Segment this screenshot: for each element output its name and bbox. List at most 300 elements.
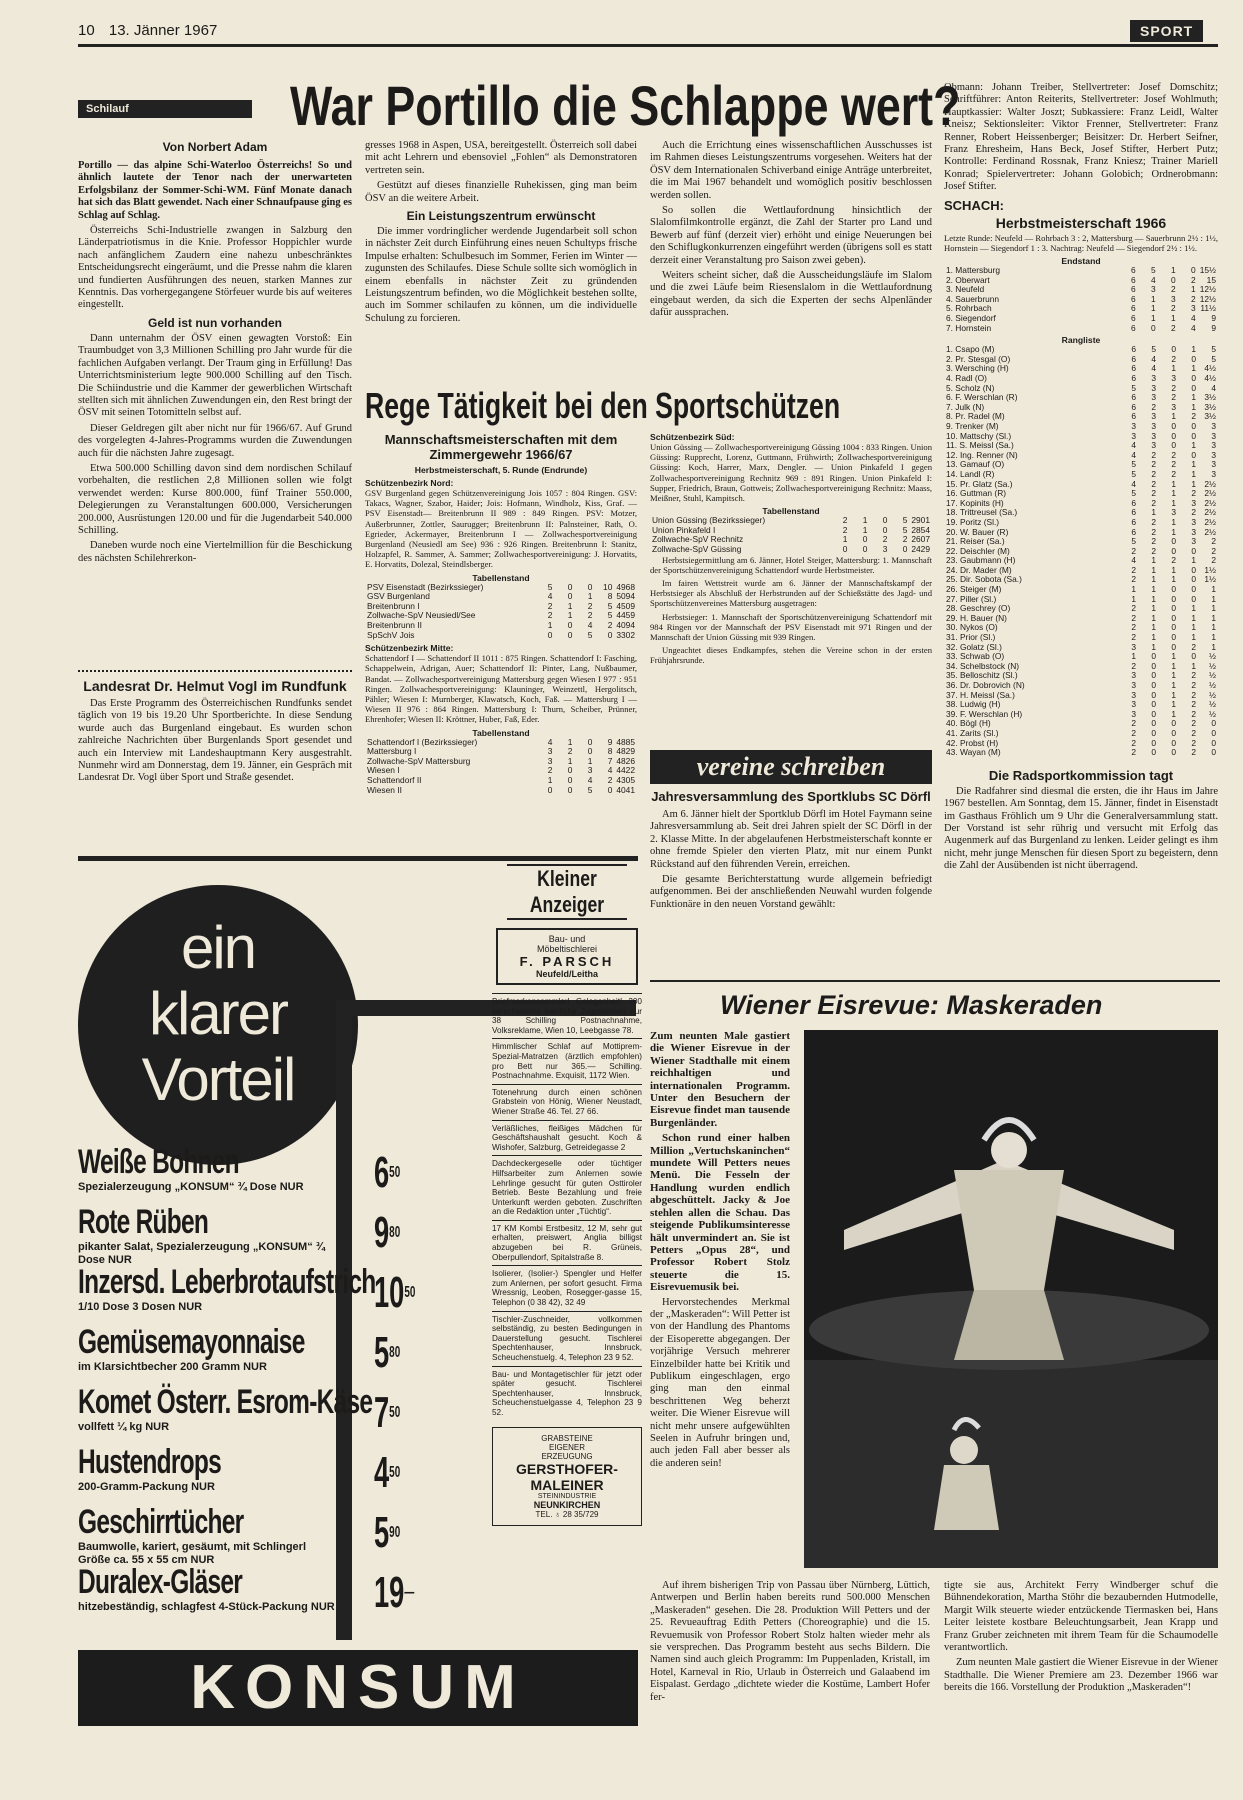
table-cell-value: 12½	[1199, 284, 1216, 295]
table-cell-value: 2	[1191, 293, 1196, 304]
table-cell-value: 2	[587, 600, 593, 611]
table-cell-name: 29. H. Bauer (N)	[946, 612, 1007, 623]
table-cell-value: 2	[1211, 536, 1216, 547]
table-cell-name: Zollwache-SpV Mattersburg	[367, 755, 471, 766]
paragraph: Österreichs Schi-Industrielle zwangen in Salzburg den Länderpatriotismus in die Knie. Professor Hoppichler wurde nach anfänglichem Zaudern eine nahezu unbeschränktes Entscheidungsrecht eingeräumt, und die Presse nahm die klaren und fundierten Ausführungen des neuen, starken Mannes zur Kenntnis. Das vorhergegangene Störfeuer wurde bis auf weiteres eingestellt.	[78, 225, 352, 311]
table-cell-name: Mattersburg I	[367, 746, 417, 757]
table-cell-value: 15½	[1199, 265, 1216, 276]
table-cell-name: 41. Zarits (Sl.)	[946, 727, 999, 738]
schilauf-col1	[78, 140, 352, 568]
table-cell-value: 6	[1131, 274, 1136, 285]
table-cell-value: 0	[1171, 536, 1176, 547]
table-cell-value: 1½	[1204, 574, 1216, 585]
table-cell-value: 2	[547, 600, 553, 611]
district-title: Schützenbezirk Mitte:	[365, 643, 454, 654]
table-cell-value: 1	[567, 600, 573, 611]
table-cell-value: 0	[1151, 737, 1156, 748]
table-cell-value: 1	[1211, 622, 1216, 633]
table-cell-value: 1	[1171, 526, 1176, 537]
table-cell-value: 2	[1191, 699, 1196, 710]
table-cell-value: 2	[1191, 641, 1196, 652]
table-cell-value: 4½	[1204, 373, 1216, 383]
table-cell-value: 1	[1171, 651, 1176, 662]
table-cell-value: 4	[1131, 440, 1136, 451]
table-row	[944, 276, 1218, 286]
paragraph: Herbstsieger: 1. Mannschaft der Sportschützenvereinigung Schattendorf mit 984 Ringen vor der Mannschaft der PSV Eisenstadt mit 971 Ringen und der Mannschaft der Union Güssing mit 939 Ringen.	[650, 611, 932, 643]
table-cell-value: 1	[1171, 708, 1176, 719]
table-cell-name: Breitenbrunn II	[367, 620, 422, 630]
table-cell-value: 2	[607, 774, 613, 785]
paragraph: Dieser Geldregen gilt aber nicht nur für 1966/67. Auf Grund des vorgelegten 4-Jahres-Programms wurden die Zuwendungen auch für die nächsten Jahre zugesagt.	[78, 422, 352, 459]
table-cell-value: 1	[1151, 584, 1156, 595]
table-cell-value: 0	[1191, 382, 1196, 393]
table-cell-value: 4	[1191, 313, 1196, 324]
lead-paragraph: Zum neunten Male gastiert die Wiener Eisrevue in der Wiener Stadthalle mit einem reichhaltigen und internationalen Programm. Unter den Besuchern der Eisrevue findet man tausende Burgenländer.	[650, 1030, 790, 1129]
ad-item-price: $10^{50}$	[374, 1268, 416, 1317]
table-cell-value: 3	[1131, 708, 1136, 719]
rangliste-table	[944, 345, 1218, 758]
table-cell-value: 3	[1211, 430, 1216, 441]
table-cell-name: 12. Ing. Renner (N)	[946, 449, 1018, 460]
table-cell-value: 1	[1211, 632, 1216, 643]
table-cell-value: 4	[547, 736, 553, 747]
table-cell-value: 1½	[1204, 564, 1216, 575]
subheading: Ein Leistungszentrum erwünscht	[406, 209, 596, 224]
table-cell-name: 17. Kopinits (H)	[946, 497, 1004, 508]
schuetzen-subhead: Mannschaftsmeisterschaften mit dem Zimmergewehr 1966/67	[384, 432, 618, 462]
classified-ad: 17 KM Kombi Erstbesitz, 12 M, sehr gut erhalten, preiswert, Anglia billigst abzugeben bei R. Grüneis, Oberpullendorf, Spitalstraße 8.	[492, 1220, 642, 1265]
ad-item-name: Geschirrtücher	[78, 1503, 244, 1541]
table-cell-value: 2	[1151, 478, 1156, 489]
table-cell-value: 1	[1191, 603, 1196, 614]
table-cell-value: 2	[1151, 468, 1156, 479]
table-cell-value: 1	[1151, 293, 1156, 304]
table-cell-name: 9. Trenker (M)	[946, 420, 999, 431]
schuetzen-col1	[365, 432, 637, 795]
dotted-divider	[78, 670, 352, 672]
table-cell-value: 3	[1151, 411, 1156, 422]
table-cell-value: 1	[1211, 593, 1216, 604]
table-cell-value: 1	[587, 591, 593, 602]
table-cell-value: 2	[1171, 392, 1176, 403]
table-cell-name: 16. Guttman (R)	[946, 488, 1007, 499]
paragraph: Daneben wurde noch eine Viertelmillion für die Beschickung des nächsten Schilehrerkon-	[78, 540, 352, 564]
table-cell-value: 0	[1151, 651, 1156, 662]
table-cell-value: 1	[1191, 478, 1196, 489]
table-cell-value: 1	[567, 755, 573, 766]
table-cell-value: 0	[1191, 420, 1196, 431]
table-cell-value: 11½	[1200, 303, 1216, 314]
table-cell-value: 2	[1151, 497, 1156, 508]
table-cell-value: 2	[1131, 622, 1136, 633]
table-cell-value: 1	[862, 515, 868, 526]
classified-ad: Isolierer, (Isolier-) Spengler und Helfer zum Anlernen, per sofort gesucht. Firma Wressnig, Leoben, Rosegger-gasse 15, Telephon (0 38 42), 32 49	[492, 1265, 642, 1310]
paragraph: Union Güssing — Zollwachesportvereinigung Güssing 1004 : 833 Ringen. Union Güssing: Rupprecht, Lorenz, Guttmann, Frühwirth; Zollwachesportvereinigung Güssing: Koch, Harrer, Marx, Dengler. — Union Pinkafeld I gegen Zollwachesportvereinigung Rechnitz 969 : 891 Ringen. Union Pinkafeld I: Supper, Friedrich, Braun, Gottweis; Zollwachesportvereinigung Rechnitz: Maass, Meißner, Stuhl, Kampitsch.	[650, 442, 932, 504]
table-cell-value: 1	[1151, 303, 1156, 314]
classified-ad: Verläßliches, fleißiges Mädchen für Geschäftshaushalt gesucht. Koch & Wishofer, Salzburg, Getreidegasse 2	[492, 1120, 642, 1156]
table-cell-value: ½	[1209, 708, 1216, 719]
classified-ad: Tischler-Zuschneider, vollkommen selbständig, zu besten Bedingungen in Dauerstellung gesucht. Tischlerei Spechtenhauser, Innsbruck, Scheuchenstuelg. 4, Telephon 23 9 52.	[492, 1311, 642, 1366]
right-column	[944, 82, 1218, 876]
table-cell-value: 0	[1171, 737, 1176, 748]
lead-paragraph: Portillo — das alpine Schi-Waterloo Österreichs! So und ähnlich lautete der Tenor nach der unerwarteten Erfolgsbilanz der Sommer-Schi-WM. Fünf Monate danach hat sich das Blatt gewendet. Nach einer Schnaufpause ging es Schlag auf Schlag.	[78, 160, 352, 221]
table-cell-value: 3	[1171, 293, 1176, 304]
table-cell-value: 0	[1171, 584, 1176, 595]
paragraph: Zum neunten Male gastiert die Wiener Eisrevue in der Wiener Stadthalle. Die Wiener Premiere am 23. Dezember 1966 war bereits die 166. Vorstellung der Produktion „Maskeraden“!	[944, 1657, 1218, 1694]
table-cell-value: 3	[1191, 526, 1196, 537]
paragraph: Schon rund einer halben Million „Vertuchskaninchen“ mundete Will Petters neues Menü. Die Fesseln der Handlung wurden endlich abgeschüttelt. Jacky & Joe stehlen allen die Schau. Das steigende Publikumsinteresse hält unvermindert an. Sie ist Petters „Opus 28“, und Professor Robert Stolz steuerte die 15. Eisrevuemusik bei.	[650, 1132, 790, 1294]
ad-item-price: $6^{50}$	[374, 1148, 401, 1197]
table-cell-value: 4459	[616, 610, 635, 621]
table-cell-value: 0	[1171, 612, 1176, 623]
table-cell-value: 1	[1191, 363, 1196, 374]
table-cell-value: 0	[547, 784, 553, 795]
table-cell-value: 0	[1151, 708, 1156, 719]
table-cell-value: 2	[1191, 737, 1196, 748]
endstand-table	[944, 266, 1218, 333]
table-cell-value: 2	[1191, 718, 1196, 729]
table-cell-value: 6	[1131, 322, 1136, 333]
table-row	[944, 748, 1218, 758]
table-row	[365, 776, 637, 786]
paragraph: Die gesamte Berichterstattung wurde allgemein befriedigt aufgenommen. Bei der anschließenden Neuwahl wurden folgende Funktionäre in den neuen Vorstand gewählt:	[650, 874, 932, 910]
paragraph: Im fairen Wettstreit wurde am 6. Jänner der Mannschaftskampf der Herbstsieger als Abschluß der Herbstrunden auf der Schießstätte des Jagd- und Sportschützenvereines Mattersburg ausgetragen:	[650, 578, 932, 609]
table-cell-name: 24. Dr. Mader (M)	[946, 564, 1012, 575]
paragraph: Das Erste Programm des Österreichischen Rundfunks sendet täglich von 19 bis 19.20 Uhr Sportberichte. In diese Sendung wurde auch das Burgenland eingebaut. Es wurden schon zahlreiche Nachrichten über Burgenlands Sport gesendet und auch ein Interview mit Landeshauptmann Kery ausgestrahlt. Nunmehr wird am Donnerstag, dem 19. Jänner, ein Gespräch mit Landesrat Dr. Vogl über Sport und Straße gesendet.	[78, 698, 352, 784]
table-cell-value: 3	[1191, 536, 1196, 547]
subheading: Geld ist nun vorhanden	[147, 315, 282, 330]
schilauf-col2	[365, 140, 637, 328]
table-cell-value: 2	[1151, 488, 1156, 499]
table-cell-value: 0	[1171, 420, 1176, 431]
table-cell-value: 0	[1211, 747, 1216, 758]
table-cell-value: 2	[1151, 401, 1156, 412]
table-cell-value: 0	[567, 620, 573, 630]
table-cell-value: 1	[1171, 363, 1176, 374]
ad-item-name: Inzersd. Leberbrotaufstrich	[78, 1263, 376, 1301]
table-cell-value: 3	[1211, 440, 1216, 451]
table-cell-value: 3	[1191, 497, 1196, 508]
eisrevue-headline: Wiener Eisrevue: Maskeraden	[720, 990, 1103, 1020]
schuetzen-col2	[650, 432, 932, 669]
table-cell-value: 2	[1171, 468, 1176, 479]
table-cell-value: 4	[1131, 478, 1136, 489]
table-cell-value: 4968	[616, 581, 635, 592]
table-cell-name: Schattendorf I (Bezirkssieger)	[367, 736, 478, 747]
table-cell-value: 1	[1171, 313, 1176, 324]
table-cell-value: 0	[1171, 622, 1176, 633]
table-cell-value: 5	[1211, 344, 1216, 355]
table-cell-value: 4	[587, 620, 593, 630]
table-cell-name: Breitenbrunn I	[367, 600, 420, 611]
paragraph: So sollen die Wettlaufordnung hinsichtlich der Slalomfilmkontrolle ergänzt, die Zahl der Starter pro Land und Bewerb auf fünf (derzeit vier) erhöht und einige Neuerungen bei den Schiflugkonkurrenzen eingeführt werden (übrigens soll es statt derzeit einer Veranstaltung pro Saison zwei geben).	[650, 205, 932, 266]
table-cell-value: 0	[882, 524, 888, 535]
table-cell-value: 2	[567, 746, 573, 757]
table-cell-name: Wiesen II	[367, 784, 402, 795]
radsport-headline: Die Radsportkommission tagt	[988, 767, 1174, 783]
table-cell-value: 5	[902, 524, 908, 535]
table-cell-value: 9	[1211, 313, 1216, 324]
table-cell-value: 6	[1131, 313, 1136, 324]
table-title: Tabellenstand	[762, 506, 820, 517]
table-row	[365, 757, 637, 767]
table-cell-name: 2. Oberwart	[946, 274, 990, 285]
table-cell-value: 0	[1191, 574, 1196, 585]
paragraph: GSV Burgenland gegen Schützenvereinigung Jois 1057 : 804 Ringen. GSV: Takacs, Wagner, Szabor, Haider; Jois: Hofmann, Windholz, Kiss, Graf. — PSV Eisenstadt— Breitenbrunn II 989 : 849 Ringen. PSV: Motzer, Außerbrunner, Zottler, Saurugger; Breitenbrunn II: Palnsteiner, Rath, O. Egrieder, Ackermayer, Breitenbrunn I — Zollwachesportvereinigung Burgenland (Neusiedl am See) 936 : 926 Ringen. Breitenbrunn I: Stanitz, Holzapfel, R. Sammer, A. Sammer; Zollwachesportvereinigung: J. Horvatits, E. Horvatits, Dolezal, Steindlsberger.	[365, 488, 637, 570]
table-cell-value: 2	[1131, 574, 1136, 585]
table-cell-value: 2½	[1204, 516, 1216, 527]
table-cell-value: 4	[1151, 363, 1156, 374]
table-cell-value: 3	[1131, 680, 1136, 690]
ad-item-name: Rote Rüben	[78, 1203, 209, 1241]
table-cell-value: 2	[1191, 411, 1196, 422]
table-cell-name: Schattendorf II	[367, 774, 422, 785]
table-cell-value: 0	[1151, 689, 1156, 700]
table-cell-value: 2	[1191, 680, 1196, 690]
table-cell-value: 1	[1171, 660, 1176, 671]
classified-list	[492, 993, 642, 1421]
table-cell-value: 1	[1191, 660, 1196, 671]
table-cell-value: 5	[547, 581, 553, 592]
table-cell-value: 1	[1191, 555, 1196, 566]
table-cell-value: 3	[1151, 430, 1156, 441]
table-cell-value: 0	[1151, 680, 1156, 690]
table-cell-value: 0	[1171, 747, 1176, 758]
table-cell-name: 23. Gaubmann (H)	[946, 555, 1016, 566]
table-cell-value: 2	[1191, 488, 1196, 499]
table-cell-value: 2½	[1204, 488, 1216, 499]
table-cell-value: 4	[1191, 322, 1196, 333]
table-cell-value: 6	[1131, 303, 1136, 314]
table-cell-value: 2	[1151, 545, 1156, 556]
table-cell-value: 1	[1171, 574, 1176, 585]
table-title: Tabellenstand	[472, 727, 530, 738]
table-cell-value: 15	[1206, 274, 1216, 285]
table-cell-value: 5094	[616, 591, 635, 602]
table-cell-name: 35. Belloschitz (Sl.)	[946, 670, 1018, 681]
table-cell-name: 10. Mattschy (Sl.)	[946, 430, 1012, 441]
table-cell-name: 31. Prior (Sl.)	[946, 632, 996, 643]
table-cell-value: 5	[902, 515, 908, 526]
table-cell-value: 3	[1131, 670, 1136, 681]
table-cell-value: 1	[1191, 344, 1196, 355]
schach-intro: Letzte Runde: Neufeld — Rohrbach 3 : 2, Mattersburg — Sauerbrunn 2½ : 1½, Hornstein — Siegendorf 1 : 3. Nachtrag: Neufeld — Siegendorf 2½ : 1½.	[944, 232, 1218, 253]
table-cell-value: 0	[1171, 632, 1176, 643]
table-cell-value: 0	[1191, 584, 1196, 595]
paragraph: Ungeachtet dieses Endkampfes, stehen die Vereine schon in der ersten Frühjahrsrunde.	[650, 645, 932, 666]
parsch-box: Bau- und Möbeltischlerei F. PARSCH Neufeld/Leitha	[496, 928, 638, 985]
table-cell-value: 0	[1151, 699, 1156, 710]
table-cell-name: 11. S. Meissl (Sa.)	[946, 440, 1014, 451]
table-cell-value: 3½	[1204, 401, 1216, 412]
table-cell-value: 2	[1151, 459, 1156, 470]
table-cell-name: 4. Radl (O)	[946, 373, 987, 383]
vereine-banner: vereine schreiben	[650, 750, 932, 784]
table-cell-value: 1	[1191, 622, 1196, 633]
sued-table	[650, 516, 932, 554]
table-cell-value: 6	[1131, 392, 1136, 403]
table-cell-value: 1	[1211, 612, 1216, 623]
table-cell-value: 2	[1151, 449, 1156, 460]
table-cell-value: 4885	[616, 736, 635, 747]
district-title: Schützenbezirk Süd:	[650, 432, 735, 442]
nord-table	[365, 583, 637, 641]
table-cell-value: ½	[1209, 699, 1216, 710]
table-cell-value: 2½	[1204, 507, 1216, 518]
table-cell-value: 3	[1151, 382, 1156, 393]
table-cell-value: 6	[1131, 265, 1136, 276]
table-cell-value: 2	[842, 515, 848, 526]
schach-headline: Herbstmeisterschaft 1966	[995, 214, 1167, 231]
table-cell-value: 12½	[1199, 293, 1216, 304]
table-cell-value: 0	[567, 591, 573, 602]
table-cell-value: 5	[1131, 382, 1136, 393]
vogl-article	[78, 670, 352, 788]
ad-item-price: $4^{50}$	[374, 1448, 401, 1497]
table-cell-name: SpSchV Jois	[367, 629, 415, 640]
table-cell-value: 3	[547, 746, 553, 757]
article-headline: War Portillo die Schlappe wert?	[290, 74, 961, 137]
table-cell-name: 3. Wersching (H)	[946, 363, 1009, 374]
section-label: SPORT	[1130, 20, 1203, 42]
table-cell-value: 2854	[911, 524, 930, 535]
table-cell-value: 1	[1211, 603, 1216, 614]
table-cell-value: 2	[1131, 737, 1136, 748]
table-cell-value: 2	[1191, 670, 1196, 681]
ad-circle-text: ein klarer Vorteil	[141, 914, 295, 1113]
table-cell-value: 3302	[616, 629, 635, 640]
rangliste-title: Rangliste	[1061, 335, 1101, 346]
table-cell-value: 1	[1151, 641, 1156, 652]
ad-item-detail: im Klarsichtbecher 200 Gramm NUR	[78, 1361, 267, 1373]
round-label: Herbstmeisterschaft, 5. Runde (Endrunde)	[414, 465, 588, 475]
table-cell-value: 1	[1171, 699, 1176, 710]
table-cell-value: 4½	[1204, 363, 1216, 374]
table-cell-value: 1	[1191, 401, 1196, 412]
table-cell-value: 0	[842, 544, 848, 554]
table-cell-value: 6	[1131, 284, 1136, 295]
vogl-headline: Landesrat Dr. Helmut Vogl im Rundfunk	[83, 678, 347, 694]
table-cell-value: 3	[1171, 401, 1176, 412]
table-cell-value: 2	[1171, 353, 1176, 364]
table-cell-name: 5. Rohrbach	[946, 303, 992, 314]
table-cell-name: Union Pinkafeld I	[652, 524, 716, 535]
table-cell-name: 25. Dir. Sobota (Sa.)	[946, 574, 1022, 585]
table-cell-name: 38. Ludwig (H)	[946, 699, 1001, 710]
table-cell-value: 3	[1151, 440, 1156, 451]
table-cell-value: 0	[1211, 737, 1216, 748]
table-cell-value: 0	[1171, 718, 1176, 729]
table-cell-value: 6	[1131, 411, 1136, 422]
table-cell-name: 7. Hornstein	[946, 322, 992, 333]
ad-item-detail: pikanter Salat, Spezialerzeugung „KONSUM“ ¾ Dose NUR	[78, 1241, 325, 1266]
vereine-headline: Jahresversammlung des Sportklubs SC Dörfl	[651, 789, 931, 804]
table-cell-value: 2	[902, 534, 908, 545]
table-cell-value: 2	[1191, 274, 1196, 285]
table-cell-value: 1	[1131, 593, 1136, 604]
table-cell-value: 2	[1131, 632, 1136, 643]
table-cell-value: 6	[1131, 344, 1136, 355]
ad-item-price: $7^{50}$	[374, 1388, 401, 1437]
table-cell-value: 1	[547, 774, 553, 785]
table-cell-value: 5	[1131, 468, 1136, 479]
table-cell-name: Zollwache-SpV Neusiedl/See	[367, 610, 476, 621]
table-cell-value: 3	[1211, 449, 1216, 460]
table-row	[944, 324, 1218, 334]
classified-ad: Bau- und Montagetischler für jetzt oder später gesucht. Tischlerei Spechtenhauser, Innsbruck, Scheuchenstuelgasse 4, Telephon 23 9 52.	[492, 1366, 642, 1421]
table-cell-value: 2½	[1204, 497, 1216, 508]
table-cell-value: 3	[1131, 689, 1136, 700]
table-cell-value: 2	[1151, 516, 1156, 527]
header-rule	[78, 44, 1218, 47]
table-cell-value: 2	[1131, 660, 1136, 671]
table-cell-value: 3	[1131, 699, 1136, 710]
table-cell-name: 36. Dr. Dobrovich (N)	[946, 680, 1025, 690]
table-cell-value: 5	[1131, 488, 1136, 499]
paragraph: gresses 1968 in Aspen, USA, bereitgestellt. Österreich soll dabei mit acht Lehrern und ebensoviel „Fohlen“ als Demonstratoren vertreten sein.	[365, 140, 637, 176]
table-cell-value: 1	[1151, 313, 1156, 324]
table-cell-name: GSV Burgenland	[367, 591, 430, 602]
table-cell-value: 2	[547, 610, 553, 621]
table-cell-value: 6	[1131, 497, 1136, 508]
table-cell-value: 1	[1171, 516, 1176, 527]
table-cell-value: 0	[1171, 593, 1176, 604]
table-cell-value: 1	[1191, 459, 1196, 470]
table-cell-value: 2	[1171, 459, 1176, 470]
table-cell-value: 5	[1211, 353, 1216, 364]
table-cell-name: 1. Csapo (M)	[946, 344, 995, 355]
issue-date: 13. Jänner 1967	[108, 22, 218, 39]
ad-item-detail: Spezialerzeugung „KONSUM“ ¾ Dose NUR	[78, 1181, 304, 1193]
table-cell-value: 2	[1151, 536, 1156, 547]
brand-logo: KONSUM	[78, 1650, 638, 1726]
table-cell-value: 1	[567, 610, 573, 621]
paragraph: Weiters scheint sicher, daß die Ausscheidungsläufe im Slalom und die zwei Läufe beim Riesenslalom in die Wettlaufordnung eingebaut werden, da sich die Experten der sechs Alpenländer dafür aussprachen.	[650, 270, 932, 319]
district-title: Schützenbezirk Nord:	[365, 478, 454, 488]
table-cell-value: 4	[1151, 353, 1156, 364]
table-cell-value: 0	[862, 534, 868, 545]
table-cell-value: ½	[1209, 660, 1216, 671]
paragraph: Hervorstechendes Merkmal der „Maskeraden“: Will Petter ist von der Handlung des Phantoms der Eisoperette abgegangen. Der vorjährige Versuch mehrerer Einzelbilder hatte bei Kritik und Publikum eingeschlagen, ergo ging man den einmal beschrittenen Weg beherzt weiter. Die Wiener Eisrevue will nicht mehr unsere aufgewühlten Seelen in Aufruhr bringen und, auch jeden Fall aber besser als die anderen sein!	[650, 1296, 790, 1469]
table-cell-value: 2	[1171, 449, 1176, 460]
table-cell-value: 5	[607, 600, 613, 611]
table-cell-value: 2	[607, 620, 613, 630]
eisrevue-col3	[944, 1580, 1218, 1698]
table-cell-value: 2	[842, 524, 848, 535]
table-cell-value: 0	[567, 774, 573, 785]
table-cell-value: 0	[1151, 670, 1156, 681]
table-cell-value: 0	[1191, 545, 1196, 556]
table-cell-name: 22. Deischler (M)	[946, 545, 1010, 556]
table-cell-value: 1	[1171, 689, 1176, 700]
table-cell-name: 42. Probst (H)	[946, 737, 999, 748]
table-row	[365, 631, 637, 641]
table-cell-value: 6	[1131, 507, 1136, 518]
table-cell-name: Zollwache-SpV Rechnitz	[652, 534, 744, 545]
table-cell-value: 1	[1171, 411, 1176, 422]
table-cell-value: 2429	[911, 544, 930, 554]
table-cell-value: 1	[1191, 612, 1196, 623]
table-cell-value: 4	[1131, 555, 1136, 566]
table-cell-name: 40. Bögl (H)	[946, 718, 991, 729]
table-cell-value: 3	[1151, 373, 1156, 383]
table-cell-value: 2	[1171, 284, 1176, 295]
table-cell-value: 1	[1171, 265, 1176, 276]
table-cell-value: 1	[842, 534, 848, 545]
table-row	[365, 786, 637, 796]
table-cell-value: 1	[547, 620, 553, 630]
table-cell-value: 0	[587, 746, 593, 757]
